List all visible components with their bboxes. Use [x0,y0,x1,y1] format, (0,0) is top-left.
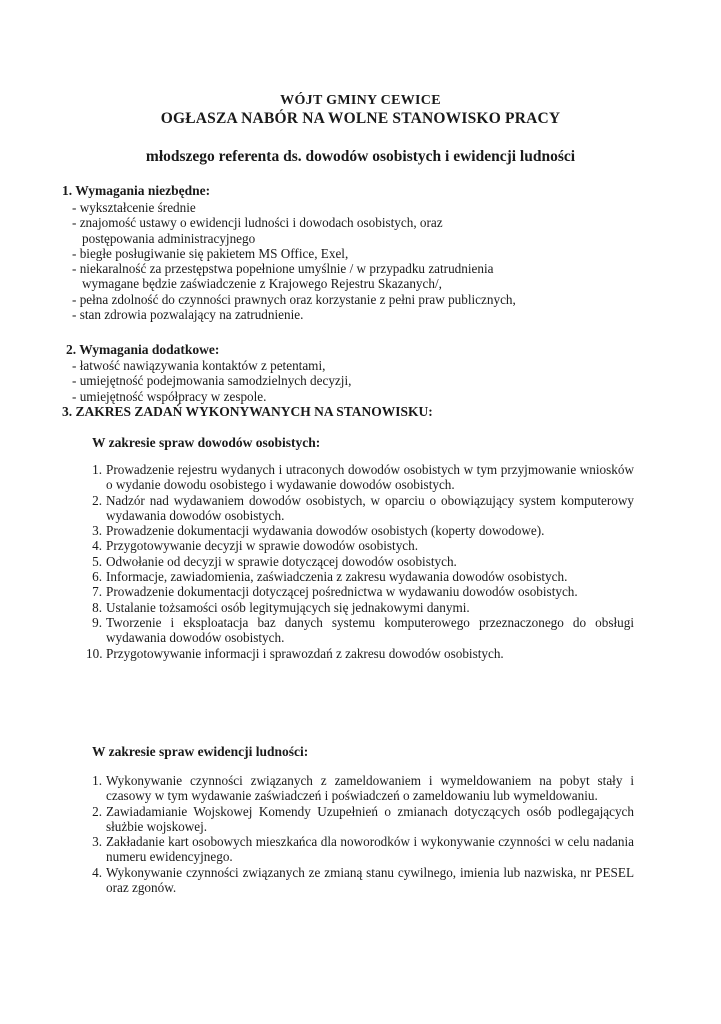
list-item: 1. Prowadzenie rejestru wydanych i utraconych dowodów osobistych w tym przyjmowanie wniosków o wydanie dowodu osobistego i wydawanie dowodów osobistych. [92,462,634,493]
requirement-line: - znajomość ustawy o ewidencji ludności i dowodach osobistych, oraz [72,215,443,231]
section-2-title: 2. Wymagania dodatkowe: [66,342,220,357]
section-1-list [72,200,672,322]
list-item: 7. Prowadzenie dokumentacji dotyczącej pośrednictwa w wydawaniu dowodów osobistych. [92,584,578,600]
population-records-task-list [86,773,634,895]
requirement-line: - stan zdrowia pozwalający na zatrudnienie. [72,307,304,323]
list-item: 9. Tworzenie i eksploatacja baz danych systemu komputerowego przeznaczonego do obsługi wydawania dowodów osobistych. [92,614,634,646]
list-item: 3. Zakładanie kart osobowych mieszkańca dla noworodków i wykonywanie czynności w celu nadania numeru ewidencyjnego. [92,834,634,865]
id-cards-task-list [86,462,634,661]
list-item: 6. Informacje, zawiadomienia, zaświadczenia z zakresu wydawania dowodów osobistych. [92,569,568,585]
subsection-population-records-title: W zakresie spraw ewidencji ludności: [92,744,309,759]
header-authority: WÓJT GMINY CEWICE [280,93,441,108]
list-item: 10. Przygotowywanie informacji i sprawozdań z zakresu dowodów osobistych. [86,645,504,661]
requirement-line: postępowania administracyjnego [82,230,256,246]
list-item: 4. Przygotowywanie decyzji w sprawie dowodów osobistych. [92,538,419,554]
list-item: 5. Odwołanie od decyzji w sprawie dotyczącej dowodów osobistych. [92,553,457,569]
section-3-title: 3. ZAKRES ZADAŃ WYKONYWANYCH NA STANOWISKU: [62,404,433,419]
subsection-id-cards-title: W zakresie spraw dowodów osobistych: [92,435,321,450]
requirement-line: - niekaralność za przestępstwa popełnione umyślnie / w przypadku zatrudnienia [72,261,494,277]
list-item: 2. Zawiadamianie Wojskowej Komendy Uzupełnień o zmianach dotyczących osób podlegających służbie wojskowej. [92,803,634,834]
list-item: 1. Wykonywanie czynności związanych z zameldowaniem i wymeldowaniem na pobyt stały i czasowy w tym wydawanie zaświadczeń i poświadczeń o zameldowaniu lub wymeldowaniu. [92,773,634,804]
list-item: 2. Nadzór nad wydawaniem dowodów osobistych, w oparciu o obowiązujący system komputerowy wydawania dowodów osobistych. [92,492,634,523]
requirement-line: - pełna zdolność do czynności prawnych oraz korzystanie z pełni praw publicznych, [72,291,516,307]
requirement-line: - umiejętność podejmowania samodzielnych decyzji, [72,373,352,389]
requirement-line: - łatwość nawiązywania kontaktów z petentami, [72,358,326,373]
position-title: młodszego referenta ds. dowodów osobistych i ewidencji ludności [145,148,576,165]
requirement-line: - biegłe posługiwanie się pakietem MS Office, Exel, [72,245,349,261]
section-1-title: 1. Wymagania niezbędne: [62,183,211,198]
section-2-list [72,358,672,404]
requirement-line: - umiejętność współpracy w zespole. [72,388,267,404]
requirement-line: wymagane będzie zaświadczenie z Krajowego Rejestru Skazanych/, [82,276,442,292]
list-item: 3. Prowadzenie dokumentacji wydawania dowodów osobistych (koperty dowodowe). [92,523,545,539]
header-announcement: OGŁASZA NABÓR NA WOLNE STANOWISKO PRACY [160,110,561,127]
requirement-line: - wykształcenie średnie [72,200,196,215]
list-item: 4. Wykonywanie czynności związanych ze zmianą stanu cywilnego, imienia lub nazwiska, nr PESEL oraz zgonów. [92,864,634,896]
list-item: 8. Ustalanie tożsamości osób legitymujących się jednakowymi danymi. [92,599,470,615]
